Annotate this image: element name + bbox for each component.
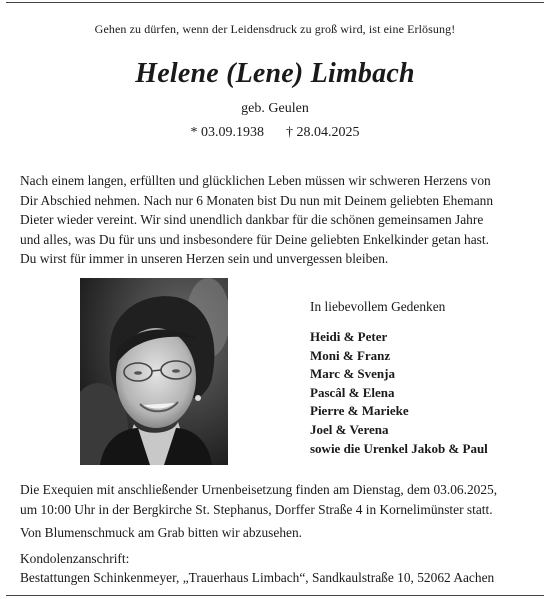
funeral-info (20, 480, 532, 520)
family-member: Joel & Verena (310, 421, 389, 437)
condolence-address (20, 549, 494, 587)
intro-line: Nach einem langen, erfüllten und glücklichen Leben müssen wir schweren Herzens von (20, 173, 491, 188)
family-member: Heidi & Peter (310, 329, 388, 344)
life-dates (0, 125, 550, 141)
portrait-photo (80, 278, 228, 465)
intro-line: und alles, was Du für uns und insbesondere für Deine geliebten Enkelkinder getan hast. (20, 231, 489, 247)
family-list (310, 328, 488, 458)
family-member: Moni & Franz (310, 347, 391, 363)
family-member: Marc & Svenja (310, 366, 395, 382)
opening-quote: Gehen zu dürfen, wenn der Leidensdruck zu groß wird, ist eine Erlösung! (94, 22, 456, 36)
family-member: Pascâl & Elena (310, 384, 395, 400)
intro-text (20, 171, 532, 269)
deceased-name: Helene (Lene) Limbach (135, 58, 415, 89)
intro-line: Dieter wieder vereint. Wir sind unendlich dankbar für die schönen gemeinsamen Jahre (20, 212, 484, 227)
condolence-address-text: Bestattungen Schinkenmeyer, „Trauerhaus Limbach“, Sandkaulstraße 10, 52062 Aachen (20, 570, 495, 585)
death-date: † 28.04.2025 (286, 125, 360, 140)
birth-date: * 03.09.1938 (190, 125, 264, 140)
maiden-name: geb. Geulen (241, 101, 309, 116)
condolence-label: Kondolenzanschrift: (20, 551, 130, 566)
funeral-info-line: Die Exequien mit anschließender Urnenbeisetzung finden am Dienstag, dem 03.06.2025, (20, 482, 498, 497)
flowers-note: Von Blumenschmuck am Grab bitten wir abzusehen. (20, 525, 303, 540)
bottom-rule (6, 595, 544, 596)
intro-line: Dir Abschied nehmen. Nach nur 6 Monaten bist Du nun mit Deinem geliebten Ehemann (20, 192, 494, 208)
top-rule (6, 2, 544, 3)
intro-line: Du wirst für immer in unseren Herzen sein und unvergessen bleiben. (20, 251, 389, 266)
remembrance-heading: In liebevollem Gedenken (310, 299, 446, 314)
funeral-info-line: um 10:00 Uhr in der Bergkirche St. Stephanus, Dorffer Straße 4 in Kornelimünster statt. (20, 502, 493, 517)
family-member: Pierre & Marieke (310, 403, 409, 419)
family-member: sowie die Urenkel Jakob & Paul (310, 440, 488, 456)
